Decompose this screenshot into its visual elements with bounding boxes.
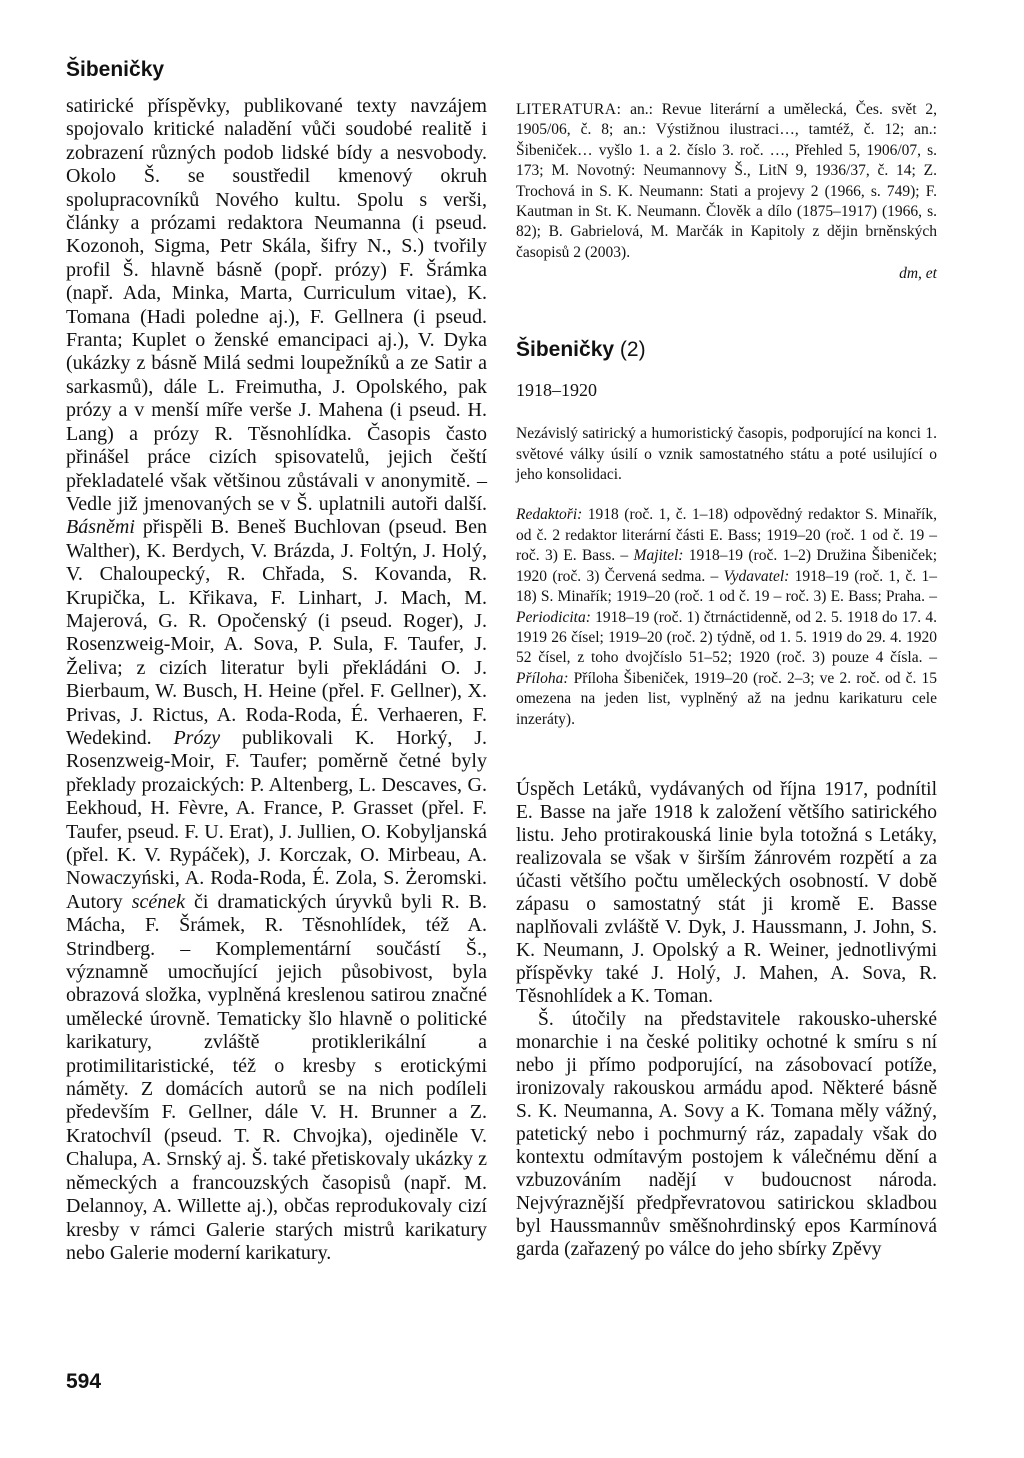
meta-vydavatel-label: Vydavatel:	[723, 567, 790, 585]
meta-priloha: Příloha Šibeniček, 1919–20 (roč. 2–3; ve 2. roč. od č. 15 omezena na jeden list, vyplněný až na jednu karikaturu cele inzeráty).	[516, 669, 937, 728]
left-column-text	[66, 95, 487, 1265]
entry-metadata	[516, 505, 937, 729]
entry-years: 1918–1920	[516, 380, 597, 401]
left-italic-prozy: Prózy	[173, 726, 221, 749]
entry-title	[516, 338, 937, 362]
right-column	[516, 100, 937, 1261]
meta-majitel: 1918–19 (roč. 1–2) Družina Šibeniček; 1920 (roč. 3) Červená sedma. –	[516, 547, 938, 585]
body-paragraph-2: Š. útočily na představitele rakousko-uherské monarchie i na české politiky ochotné k smíru s ní nebo ji přímo podporující, na zásobovací potíže, ironizovaly rakouskou armádu apod. Některé básně S. K. Neumanna, A. Sovy a K. Tomana měly vážný, patetický nebo i pochmurný ráz, zapadaly však do kontextu odmítavým postojem k válečnému dění a vzbuzováním nadějí v budoucnost národa. Nejvýraznější předpřevratovou satirickou skladbou byl Haussmannův směšnohrdinský epos Karmínová garda (zařazený po válce do jeho sbírky Zpěvy	[516, 1008, 937, 1260]
entry-title-number: (2)	[614, 338, 646, 362]
left-text-1: satirické příspěvky, publikované texty navzájem spojovalo kritické naladění vůči soudobé realitě i zobrazení různých podob lidské bídy a nesvobody. Okolo Š. se soustředil kmenový okruh spolupracovníků Nového kultu. Spolu s verši, články a prózami redaktora Neumanna (i pseud. Kozonoh, Sigma, Petr Skála, šifry N., S.) tvořily profil Š. hlavně básně (popř. prózy) F. Šrámka (např. Ada, Minka, Marta, Curriculum vitae), K. Tomana (Hadi poledne aj.), F. Gellnera (i pseud. Franta; Kuplet o ženské emancipaci aj.), V. Dyka (ukázky z básně Milá sedmi loupežníků a ze Satir a sarkasmů), dále L. Freimutha, J. Opolského, pak prózy a v menší míře verše J. Mahena (i pseud. H. Lang) a prózy R. Těsnohlídka. Časopis často přinášel práce cizích spisovatelů, jejich čeští překladatelé však většinou zůstávali v anonymitě. – Vedle již jmenovaných se v Š. uplatnili autoři další.	[66, 95, 487, 515]
entry-title-name: Šibeničky	[516, 338, 615, 362]
entry-body	[516, 778, 937, 1261]
author-signature: dm, et	[899, 265, 937, 283]
body-paragraph-1: Úspěch Letáků, vydávaných od října 1917, podnítil E. Basse na jaře 1918 k založení většího satirického listu. Jeho protirakouská linie byla totožná s Letáky, realizovala se však v širším žánrovém rozpětí a za účasti většího počtu uměleckých osobností. V době zápasu o samostatný stát ji kromě E. Basse naplňovali zvláště V. Dyk, J. Haussmann, J. John, S. K. Neumann, J. Opolský a R. Weiner, jednotlivými příspěvky také J. Holý, J. Mahen, A. Sova, R. Těsnohlídek a K. Toman.	[516, 778, 937, 1007]
meta-redaktori-label: Redaktoři:	[516, 506, 583, 524]
literatura-label: LITERATURA:	[516, 101, 622, 118]
left-text-4: či dramatických úryvků byli R. B. Mácha, F. Šrámek, R. Těsnohlídek, též A. Strindberg. – Komplementární součástí Š., významně umocňující jejich působivost, byla obrazová složka, vyplněná kreslenou satirou značné umělecké úrovně. Tematicky šlo hlavně o politické karikatury, zvláště protiklerikální a protimilitaristické, též o kresby s erotickými náměty. Z domácích autorů se na nich podíleli především F. Gellner, dále V. H. Brunner a Z. Kratochvíl (pseud. T. R. Chvojka), ojediněle V. Chalupa, A. Srnský aj. Š. také přetiskovaly ukázky z německých a francouzských časopisů (např. M. Delannoy, A. Willette aj.), občas reprodukovaly cizí kresby v rámci Galerie starých mistrů karikatury nebo Galerie moderní karikatury.	[66, 890, 487, 1264]
entry-description: Nezávislý satirický a humoristický časopis, podporující na konci 1. světové války úsilí o vznik samostatného státu a poté usilující o jeho konsolidaci.	[516, 425, 937, 484]
meta-vydavatel: 1918–19 (roč. 1, č. 1–18) S. Minařík; 1919–20 (roč. 1 od č. 19 – roč. 3) E. Bass; Praha. –	[516, 567, 937, 606]
page-number: 594	[66, 1370, 102, 1393]
left-italic-scenek: scének	[131, 890, 186, 913]
literatura-text: an.: Revue literární a umělecká, Čes. svět 2, 1905/06, č. 8; an.: Výstižnou ilustraci…, tamtéž, č. 12; an.: Šibeniček… vyšlo 1. a 2. číslo 3. roč. …, Přehled 5, 1906/07, s. 173; M. Novotný: Neumannovy Š., LitN 9, 1936/37, č. 14; Z. Trochová in S. K. Neumann: Stati a projevy 2 (1966, s. 749); F. Kautman in St. K. Neumann. Člověk a dílo (1875–1917) (1966, s. 82); B. Gabrielová, M. Marčák in Kapitoly z dějin brněnských časopisů 2 (2003).	[516, 101, 937, 261]
meta-periodicita: 1918–19 (roč. 1) čtrnáctidenně, od 2. 5. 1918 do 17. 4. 1919 26 čísel; 1919–20 (roč. 2) týdně, od 1. 5. 1919 do 29. 4. 1920 52 čísel, z toho dvojčíslo 51–52; 1920 (roč. 3) pouze 4 čísla. –	[516, 608, 937, 667]
meta-periodicita-label: Periodicita:	[516, 608, 591, 626]
left-text-2: přispěli B. Beneš Buchlovan (pseud. Ben Walther), K. Berdych, V. Brázda, J. Foltýn, J. Holý, V. Chaloupecký, R. Chřada, S. Kovanda, R. Krupička, L. Křikava, F. Linhart, J. Mach, M. Majerová, G. R. Opočenský (i pseud. Roger), J. Rosenzweig-Moir, A. Sova, P. Sula, F. Taufer, J. Želiva; z cizích literatur byli překládáni O. J. Bierbaum, W. Busch, H. Heine (přel. F. Gellner), X. Privas, J. Rictus, A. Roda-Roda, É. Verhaeren, F. Wedekind.	[66, 516, 487, 749]
meta-redaktori: 1918 (roč. 1, č. 1–18) odpovědný redaktor S. Minařík, od č. 2 redaktor literární části E. Bass; 1919–20 (roč. 1 od č. 19 – roč. 3) E. Bass. –	[516, 506, 937, 565]
literatura-block	[516, 100, 937, 263]
left-italic-basnemi: Básněmi	[66, 516, 135, 539]
meta-priloha-label: Příloha:	[516, 669, 569, 687]
meta-majitel-label: Majitel:	[633, 547, 684, 565]
left-text-3: publikovali K. Horký, J. Rosenzweig-Moir, F. Taufer; poměrně četné byly překlady prozaických: P. Altenberg, L. Descaves, G. Eekhoud, H. Fèvre, A. France, P. Grasset (přel. F. Taufer, pseud. F. U. Erat), J. Jullien, O. Kobyljanská (přel. K. V. Rypáček), J. Korczak, O. Mirbeau, A. Nowaczyński, A. Roda-Roda, É. Zola, S. Żeromski. Autory	[66, 726, 487, 913]
running-head: Šibeničky	[66, 58, 165, 81]
left-column	[66, 95, 487, 1265]
